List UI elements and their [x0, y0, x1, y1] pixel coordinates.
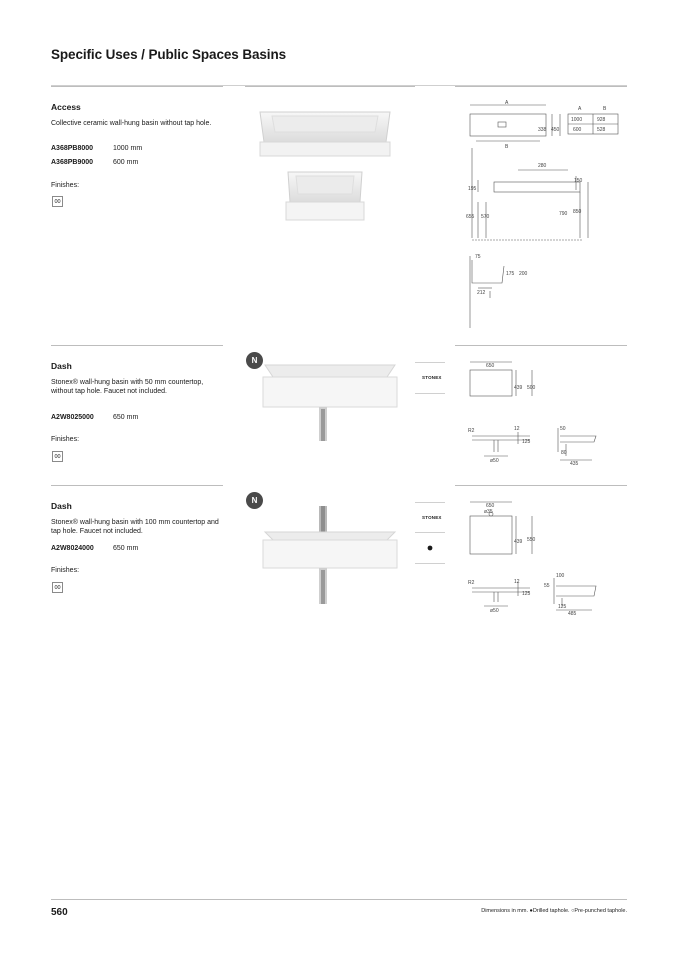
- dim-label: 650: [486, 363, 495, 369]
- dim-label: 55: [544, 583, 550, 589]
- dim-label: B: [505, 144, 509, 150]
- access-technical-drawing: [458, 98, 628, 330]
- product-size: 1000 mm: [113, 145, 143, 152]
- dim-label: 790: [559, 211, 568, 217]
- product-name: Dash: [51, 361, 72, 371]
- dim-label: 439: [514, 385, 523, 391]
- table-header-b: B: [603, 106, 607, 112]
- product-code-row: [51, 414, 138, 421]
- drilled-taphole-icon: [426, 544, 434, 552]
- access-basin-photo: [250, 102, 400, 232]
- dim-label: 75: [475, 254, 481, 260]
- product-code-row: [51, 159, 138, 166]
- dim-label: A: [505, 100, 509, 106]
- dim-label: 655: [466, 214, 475, 220]
- product-description: Stonex® wall-hung basin with 50 mm countertop, without tap hole. Faucet not included.: [51, 379, 204, 395]
- dim-label: 12: [514, 579, 520, 585]
- product-code: A368PB8000: [51, 145, 94, 152]
- product-size: 600 mm: [113, 159, 139, 166]
- dash-50-technical-drawing: [462, 356, 612, 481]
- product-code: A368PB9000: [51, 159, 94, 166]
- drilled-taphole-icon: ●: [529, 908, 533, 914]
- dash-50-basin-photo: [255, 355, 405, 450]
- finish-swatch: 00: [52, 196, 63, 207]
- dim-label: ø50: [490, 608, 499, 614]
- product-code: A2W8024000: [51, 545, 94, 552]
- dim-label: 125: [522, 439, 531, 445]
- dim-label: R2: [468, 580, 475, 586]
- product-code-row: [51, 145, 142, 152]
- section-divider: [455, 485, 627, 486]
- dim-label: ø50: [490, 458, 499, 464]
- finish-swatch: 00: [52, 451, 63, 462]
- section-divider: [51, 86, 223, 87]
- dim-label: 125: [558, 604, 567, 610]
- footer-note-drilled: Drilled taphole.: [532, 908, 572, 914]
- dim-label: 485: [568, 611, 577, 617]
- table-cell: 528: [597, 127, 606, 133]
- dim-label: 200: [519, 271, 528, 277]
- tag-divider: [415, 393, 445, 394]
- section-divider: [455, 86, 627, 87]
- page-title: Specific Uses / Public Spaces Basins: [51, 47, 287, 62]
- tag-divider: [415, 502, 445, 503]
- dim-label: 338: [538, 127, 547, 133]
- footer-divider: [51, 899, 627, 900]
- product-size: 650 mm: [113, 545, 139, 552]
- section-divider: [455, 345, 627, 346]
- tag-divider: [415, 563, 445, 564]
- dim-label: 439: [514, 539, 523, 545]
- dim-label: 850: [573, 209, 582, 215]
- stonex-material-tag: STONEX: [422, 515, 442, 520]
- dim-label: 435: [570, 461, 579, 467]
- dim-label: 150: [574, 178, 583, 184]
- finishes-label: Finishes:: [51, 182, 80, 189]
- dash-100-basin-photo: [255, 500, 405, 608]
- dim-label: 500: [527, 385, 536, 391]
- finishes-label: Finishes:: [51, 567, 80, 574]
- tag-divider: [415, 362, 445, 363]
- footer-note: [481, 908, 627, 914]
- page-number: 560: [51, 907, 68, 918]
- product-size: 650 mm: [113, 414, 139, 421]
- dim-label: 570: [481, 214, 490, 220]
- product-code: A2W8025000: [51, 414, 94, 421]
- finish-swatch: 00: [52, 582, 63, 593]
- new-badge: N: [246, 492, 263, 509]
- dim-label: 100: [556, 573, 565, 579]
- dim-label: 195: [468, 186, 477, 192]
- finishes-label: Finishes:: [51, 436, 80, 443]
- product-code-row: [51, 545, 138, 552]
- prepunched-taphole-icon: ○: [571, 908, 575, 914]
- table-header-a: A: [578, 106, 582, 112]
- dim-label: R2: [468, 428, 475, 434]
- product-description: Collective ceramic wall-hung basin without tap hole.: [51, 120, 212, 127]
- dim-label: 550: [527, 537, 536, 543]
- dim-label: 280: [538, 163, 547, 169]
- dim-label: 80: [561, 450, 567, 456]
- product-description: Stonex® wall-hung basin with 100 mm countertop and tap hole. Faucet not included.: [51, 519, 219, 535]
- table-cell: 600: [573, 127, 582, 133]
- stonex-material-tag: STONEX: [422, 375, 442, 380]
- dim-label: 12: [514, 426, 520, 432]
- dim-label: 125: [522, 591, 531, 597]
- tag-divider: [415, 532, 445, 533]
- table-cell: 1000: [571, 117, 583, 123]
- footer-note-prepunched: Pre-punched taphole.: [574, 908, 627, 914]
- dim-label: 450: [551, 127, 560, 133]
- dim-label: 50: [560, 426, 566, 432]
- dim-label: 212: [477, 290, 486, 296]
- table-cell: 928: [597, 117, 606, 123]
- dim-label: ø35: [484, 509, 493, 515]
- dim-label: 650: [486, 503, 495, 509]
- section-divider: [51, 345, 223, 346]
- product-name: Access: [51, 102, 81, 112]
- section-divider: [51, 485, 223, 486]
- product-name: Dash: [51, 501, 72, 511]
- new-badge: N: [246, 352, 263, 369]
- section-divider: [245, 86, 415, 87]
- dim-label: 175: [506, 271, 515, 277]
- dash-100-technical-drawing: [462, 496, 612, 621]
- footer-note-text: Dimensions in mm.: [481, 908, 530, 914]
